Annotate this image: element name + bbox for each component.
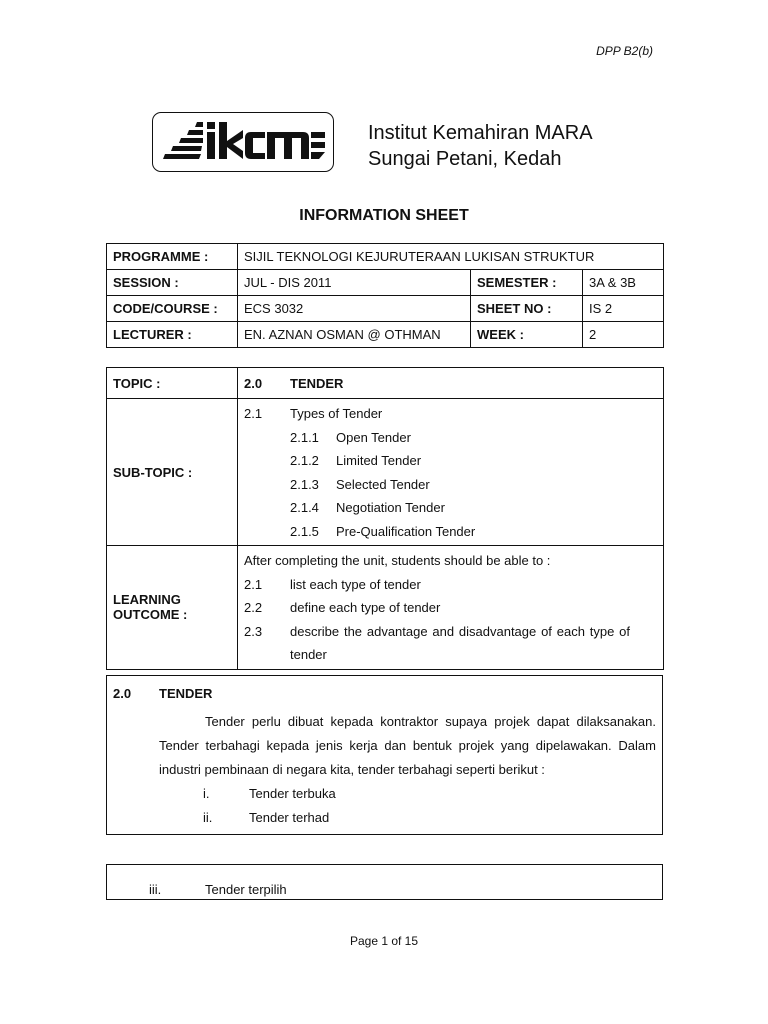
content-table [106,675,663,835]
lecturer-label: LECTURER : [107,322,238,348]
page-number: Page 1 of 15 [349,934,419,948]
session-label: SESSION : [107,270,238,296]
sheet-no-value: IS 2 [583,296,664,322]
list-item: iii. Tender terpilih [149,882,287,897]
code-row [107,296,664,322]
ikm-logo [152,112,334,172]
list-item: 2.1.2 Limited Tender [290,453,422,468]
section-paragraph: Tender perlu dibuat kepada kontraktor supaya projek dapat dilaksanakan. Tender terbahagi kepada jenis kerja dan bentuk projek yang dipelawakan. Dalam industri pembinaan di negara kita, tender terbahagi seperti berikut : [159,714,656,777]
list-item: 2.2 define each type of tender [244,600,441,615]
session-row [107,270,664,296]
list-item: 2.1.4 Negotiation Tender [290,500,445,515]
learning-outcome-row [107,546,664,670]
list-item: i. Tender terbuka [203,786,336,801]
lecturer-value: EN. AZNAN OSMAN @ OTHMAN [238,322,471,348]
list-item: 2.1.1 Open Tender [290,429,411,445]
subtopic-content [238,399,664,546]
topic-title: TENDER [290,375,344,391]
topic-label: TOPIC : [107,368,238,399]
continuation-cell [107,865,663,900]
institution-location: Sungai Petani, Kedah [368,148,562,170]
sheet-title: INFORMATION SHEET [299,207,469,224]
learning-outcome-intro: After completing the unit, students should be able to : [244,553,551,568]
institution-name: Institut Kemahiran MARA [368,122,593,144]
continuation-table [106,864,663,900]
section-number: 2.0 [113,686,132,701]
content-cell [107,676,663,835]
code-label: CODE/COURSE : [107,296,238,322]
list-item: ii. Tender terhad [203,810,330,825]
course-info-table [106,243,664,348]
topic-number: 2.0 [244,375,263,391]
programme-row [107,244,664,270]
tender-list [113,782,656,830]
list-item: 2.3 describe the advantage and disadvantage of each type of tender [244,623,630,662]
institution-name-block [368,120,593,172]
week-label: WEEK : [471,322,583,348]
programme-label: PROGRAMME : [107,244,238,270]
content-row [107,676,663,835]
semester-label: SEMESTER : [471,270,583,296]
semester-value: 3A & 3B [583,270,664,296]
list-item: 2.1.3 Selected Tender [290,476,430,492]
code-value: ECS 3032 [238,296,471,322]
learning-outcome-content [238,546,664,670]
ikm-logo-icon [153,113,333,171]
learning-outcome-label: LEARNING OUTCOME : [107,546,238,670]
continuation-row [107,865,663,900]
sheet-no-label: SHEET NO : [471,296,583,322]
list-item: 2.1 list each type of tender [244,576,421,592]
topic-row [107,368,664,399]
list-item: 2.1.5 Pre-Qualification Tender [290,523,476,539]
lecturer-row [107,322,664,348]
topic-value [238,368,664,399]
programme-value: SIJIL TEKNOLOGI KEJURUTERAAN LUKISAN STRUKTUR [238,244,664,270]
subtopic-label: SUB-TOPIC : [107,399,238,546]
list-item: 2.1 Types of Tender [244,406,383,421]
document-code: DPP B2(b) [596,44,653,58]
topic-table [106,367,664,670]
section-title: TENDER [159,686,213,701]
section-heading [113,686,656,701]
subtopic-row [107,399,664,546]
session-value: JUL - DIS 2011 [238,270,471,296]
week-value: 2 [583,322,664,348]
